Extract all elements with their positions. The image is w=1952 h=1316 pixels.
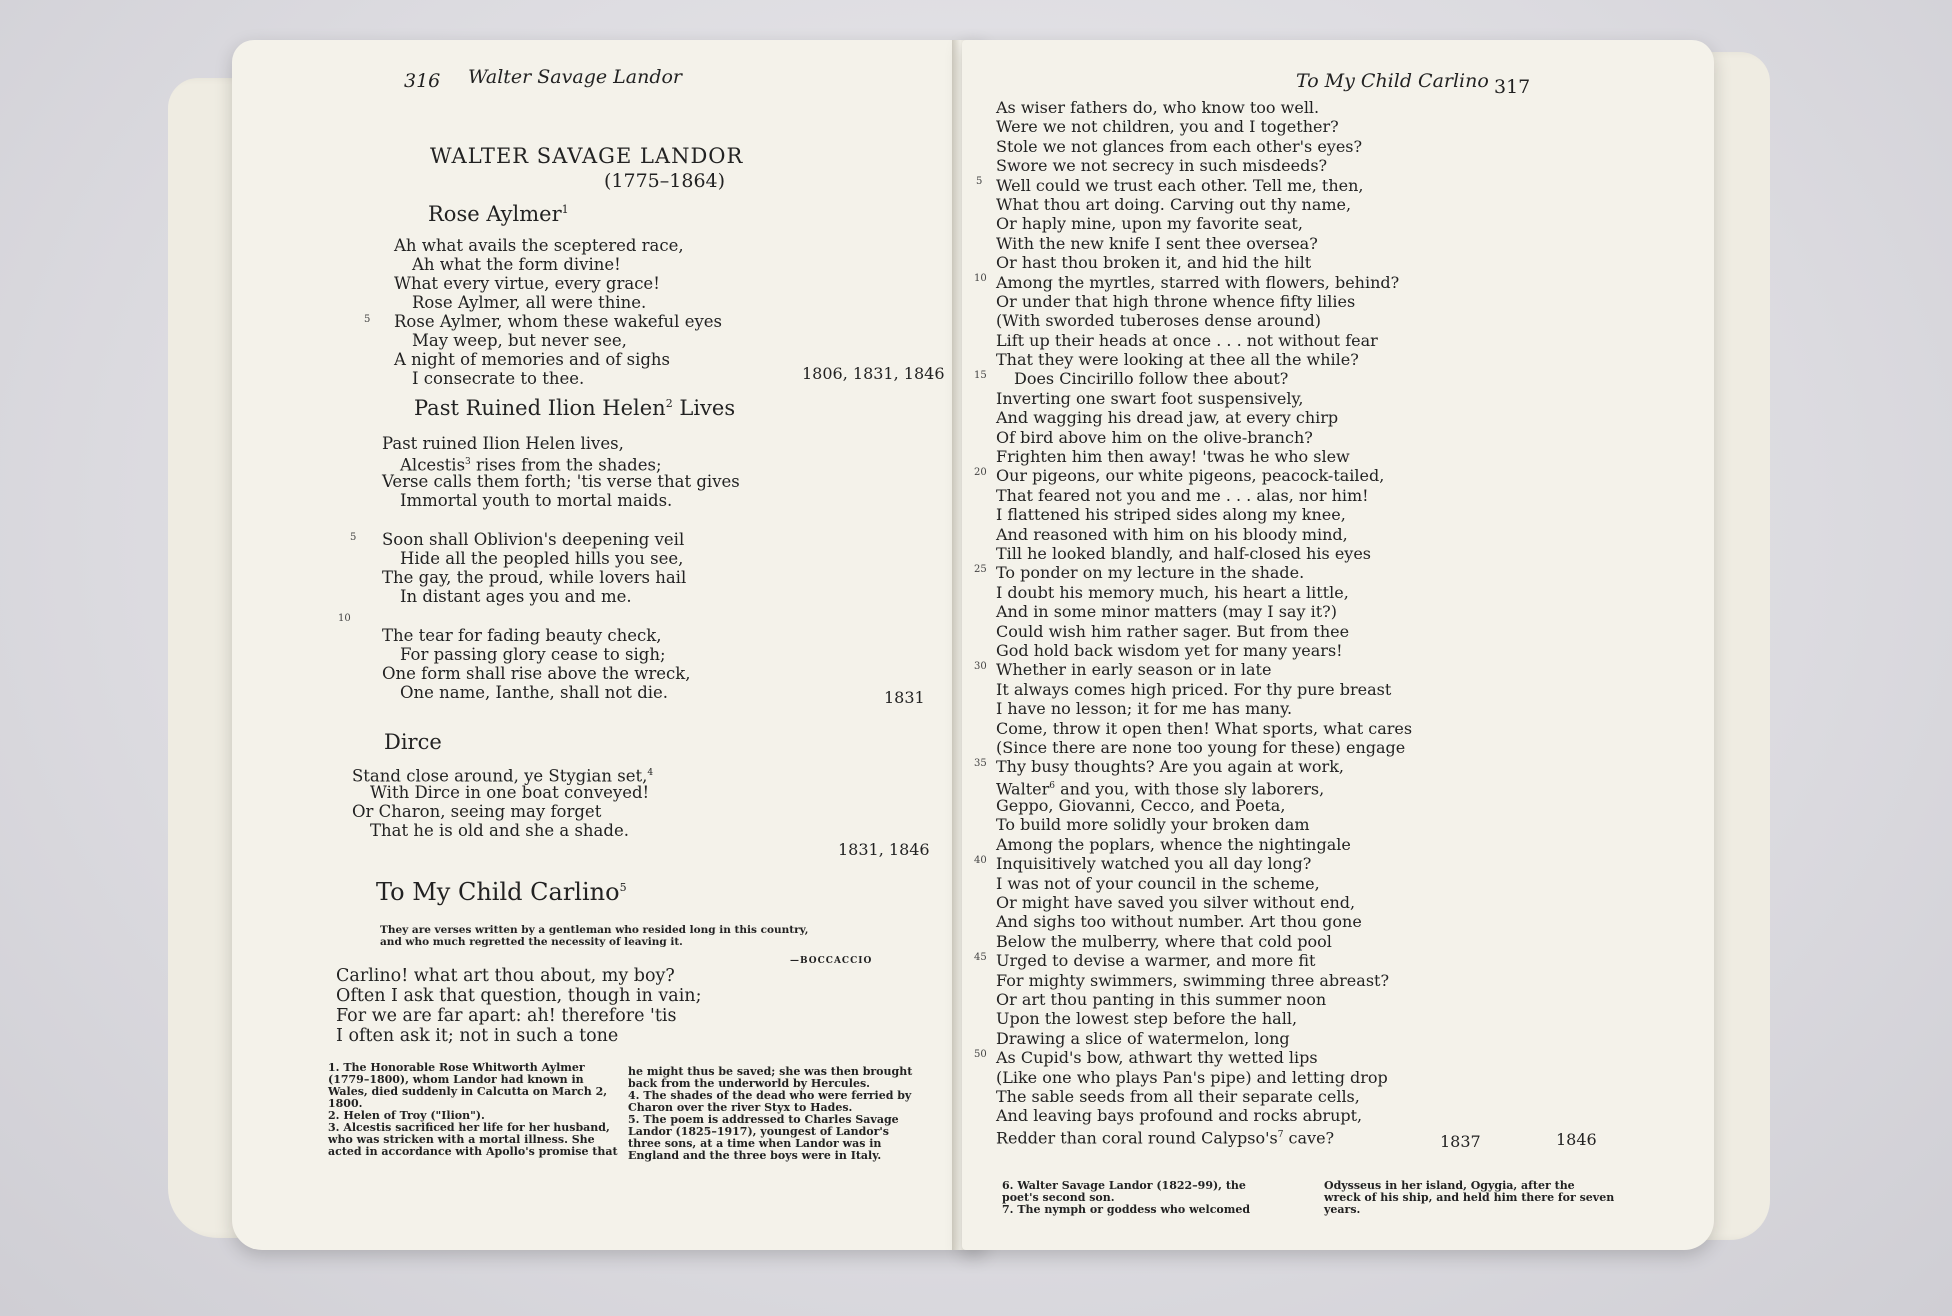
poem-line: Walter$^6$ and you, with those sly laborers, [996,779,1325,798]
poem-year: 1831 [884,688,925,707]
poem-line: The sable seeds from all their separate cells, [996,1086,1360,1106]
poem-line: For we are far apart: ah! therefore 'tis [336,1006,677,1026]
poem-line: I doubt his memory much, his heart a little, [996,582,1349,602]
poem-title-rose-aylmer: Rose Aylmer$^1$ [428,202,569,226]
footnote-line: Charon over the river Styx to Hades. [628,1101,853,1114]
footnote-line: 3. Alcestis sacrificed her life for her husband, [328,1121,610,1134]
line-number: 45 [974,952,987,963]
poem-line: Below the mulberry, where that cold pool [996,931,1332,951]
poem-line: What every virtue, every grace! [394,274,660,293]
poem-line: Or haply mine, upon my favorite seat, [996,214,1303,234]
line-number: 10 [338,613,351,624]
poem-line: Or hast thou broken it, and hid the hilt [996,253,1312,273]
poem-line: Urged to devise a warmer, and more fit [996,951,1316,971]
poem-line: Or art thou panting in this summer noon [996,989,1327,1009]
line-number: 50 [974,1049,987,1060]
poem-line: And in some minor matters (may I say it?) [996,602,1337,622]
poem-line: The tear for fading beauty check, [382,626,662,645]
poem-line: Ah what avails the sceptered race, [394,236,684,255]
poem-line: To build more solidly your broken dam [996,815,1310,835]
running-head: To My Child Carlino [1296,70,1489,92]
poem-line: Verse calls them forth; 'tis verse that gives [382,472,740,491]
poem-line: Hide all the peopled hills you see, [400,549,684,568]
poem-line: What thou art doing. Carving out thy name, [996,194,1352,214]
poem-line: Often I ask that question, though in vain; [336,986,702,1006]
page-number: 316 [404,70,441,92]
poem-line: Upon the lowest step before the hall, [996,1009,1298,1029]
poem-dirce [352,764,653,840]
poem-line: Frighten him then away! 'twas he who slew [996,447,1350,467]
poem-line: That they were looking at thee all the while? [996,350,1359,370]
poem-line: (With sworded tuberoses dense around) [996,311,1321,331]
footnote-line: he might thus be saved; she was then brought [628,1065,913,1078]
poem-carlino-start [336,966,701,1046]
poem-line: I consecrate to thee. [412,369,585,388]
poem-line: Our pigeons, our white pigeons, peacock-tailed, [996,466,1385,486]
poem-line: I have no lesson; it for me has many. [996,699,1293,719]
poem-line: For mighty swimmers, swimming three abreast? [996,970,1390,990]
poem-line: Could wish him rather sager. But from thee [996,621,1350,641]
poem-line: Well could we trust each other. Tell me, then, [996,175,1364,195]
poem-line: Rose Aylmer, whom these wakeful eyes [394,312,723,331]
poem-line: As wiser fathers do, who know too well. [996,98,1320,117]
poem-line: Immortal youth to mortal maids. [400,491,673,510]
poem-line: Redder than coral round $Calypso's^7$ cave? [996,1128,1335,1148]
poem-line: With Dirce in one boat conveyed! [370,783,650,802]
poem-line: One name, Ianthe, shall not die. [400,683,669,702]
page-number: 317 [1494,76,1531,98]
poem-year-published: 1846 [1556,1130,1597,1149]
poem-title-past-ruined-ilion: Past Ruined Ilion Helen$^2$ Lives [414,396,736,420]
footnotes-right-col [1324,1180,1614,1216]
footnote-line: 1800. [328,1097,363,1110]
poem-line: Geppo, Giovanni, Cecco, and Poeta, [996,796,1286,816]
poem-line: (Since there are none too young for these) engage [996,737,1406,757]
poem-line: Inquisitively watched you all day long? [996,854,1312,874]
poem-line: Were we not children, you and I together? [996,117,1339,137]
poem-line: I flattened his striped sides along my knee, [996,505,1346,525]
poem-past-ruined-ilion [382,434,740,702]
line-number: 20 [974,467,987,478]
poem-line: To ponder on my lecture in the shade. [996,563,1305,583]
poem-line: God hold back wisdom yet for many years! [996,640,1343,660]
poem-line: The gay, the proud, while lovers hail [382,568,687,587]
footnote-line: three sons, at a time when Landor was in [628,1137,882,1150]
poem-line: Drawing a slice of watermelon, long [996,1028,1290,1048]
footnote-line: 4. The shades of the dead who were ferried by [628,1089,912,1102]
poem-line: Lift up their heads at once . . . not without fear [996,330,1378,350]
poem-rose-aylmer [394,236,722,388]
poem-line: Does Cincirillo follow thee about? [1014,369,1289,389]
poem-line: That he is old and she a shade. [370,821,629,840]
poem-year: 1806, 1831, 1846 [802,364,945,383]
footnote-line: Landor (1825–1917), youngest of Landor's [628,1125,889,1138]
epigraph: They are verses written by a gentleman who resided long in this country, and who much regretted the necessity of leaving it. [380,924,809,948]
poem-line: That feared not you and me . . . alas, nor him! [996,485,1369,505]
running-head: Walter Savage Landor [468,66,683,88]
poem-line: Inverting one swart foot suspensively, [996,388,1304,408]
poem-line: Whether in early season or in late [996,660,1272,680]
line-number: 15 [974,370,987,381]
poem-line: May weep, but never see, [412,331,627,350]
footnotes-right-col [628,1066,912,1162]
poem-line: Or under that high throne whence fifty lilies [996,291,1356,311]
footnote-line: years. [1324,1203,1361,1216]
footnote-line: 1. The Honorable Rose Whitworth Aylmer [328,1061,585,1074]
poem-line: Or might have saved you silver without end, [996,893,1356,913]
poem-line: Thy busy thoughts? Are you again at work, [996,757,1344,777]
poem-line: And reasoned with him on his bloody mind, [996,524,1348,544]
poem-year-written: 1837 [1440,1132,1481,1151]
poem-line: Till he looked blandly, and half-closed his eyes [996,543,1372,563]
poem-line: And leaving bays profound and rocks abrupt, [996,1106,1363,1126]
footnote-line: who was stricken with a mortal illness. She [328,1133,595,1146]
line-number: 35 [974,758,987,769]
footnote-line: poet's second son. [1002,1191,1115,1204]
poem-line: As Cupid's bow, athwart thy wetted lips [996,1048,1318,1068]
footnote-line: acted in accordance with Apollo's promise that [328,1145,618,1158]
footnote-line: Odysseus in her island, Ogygia, after the [1324,1179,1575,1192]
poem-line: Of bird above him on the olive-branch? [996,427,1313,447]
poem-line: Carlino! what art thou about, my boy? [336,966,675,986]
line-number: 5 [350,532,357,543]
epigraph-attribution: —BOCCACCIO [790,956,873,966]
poem-line: And wagging his dread jaw, at every chirp [996,408,1339,428]
line-number: 25 [974,564,987,575]
poem-line: Or Charon, seeing may forget [352,802,602,821]
author-dates: (1775–1864) [604,170,726,192]
poem-line: Among the myrtles, starred with flowers, behind? [996,272,1400,292]
poem-title-dirce: Dirce [384,730,442,754]
footnotes-left-col [328,1062,618,1158]
author-heading: WALTER SAVAGE LANDOR [430,144,744,168]
footnote-line: 7. The nymph or goddess who welcomed [1002,1203,1251,1216]
poem-line: A night of memories and of sighs [394,350,671,369]
line-number: 40 [974,855,987,866]
line-number: 5 [976,176,983,187]
poem-title-carlino: To My Child Carlino$^5$ [376,878,627,906]
line-number: 10 [974,273,987,284]
poem-line: Past ruined Ilion Helen lives, [382,434,624,453]
footnote-line: Wales, died suddenly in Calcutta on March 2, [328,1085,608,1098]
poem-line: With the new knife I sent thee oversea? [996,233,1318,253]
footnote-line: 2. Helen of Troy ("Ilion"). [328,1109,485,1122]
footnote-line: back from the underworld by Hercules. [628,1077,870,1090]
poem-line: Swore we not secrecy in such misdeeds? [996,156,1328,176]
line-number: 5 [364,314,371,325]
footnotes-left-col [1002,1180,1250,1216]
footnote-line: wreck of his ship, and held him there for seven [1324,1191,1615,1204]
poem-line: I often ask it; not in such a tone [336,1026,619,1046]
footnote-line: (1779–1800), whom Landor had known in [328,1073,584,1086]
poem-line: Rose Aylmer, all were thine. [412,293,647,312]
poem-line: One form shall rise above the wreck, [382,664,691,683]
right-page [962,40,1714,1250]
poem-carlino-continued [996,98,1413,1148]
footnote-line: 5. The poem is addressed to Charles Savage [628,1113,899,1126]
poem-line: (Like one who plays Pan's pipe) and letting drop [996,1067,1388,1087]
poem-line: For passing glory cease to sigh; [400,645,666,664]
line-number: 30 [974,661,987,672]
poem-year: 1831, 1846 [838,840,930,859]
footnote-line: England and the three boys were in Italy. [628,1149,882,1162]
poem-line: I was not of your council in the scheme, [996,873,1320,893]
poem-line: It always comes high priced. For thy pure breast [996,679,1392,699]
poem-line: Soon shall Oblivion's deepening veil [382,530,685,549]
footnote-line: 6. Walter Savage Landor (1822–99), the [1002,1179,1246,1192]
poem-line: Stole we not glances from each other's eyes? [996,136,1363,156]
poem-line: Alcestis$^3$ rises from the shades; [400,455,662,475]
poem-line: Stand close around, ye Stygian set,$^4$ [352,766,654,786]
left-page [232,40,984,1250]
poem-line: Among the poplars, whence the nightingale [996,834,1351,854]
poem-line: And sighs too without number. Art thou gone [996,912,1362,932]
poem-line: In distant ages you and me. [400,587,632,606]
poem-line: Ah what the form divine! [412,255,621,274]
poem-line: Come, throw it open then! What sports, what cares [996,718,1413,738]
